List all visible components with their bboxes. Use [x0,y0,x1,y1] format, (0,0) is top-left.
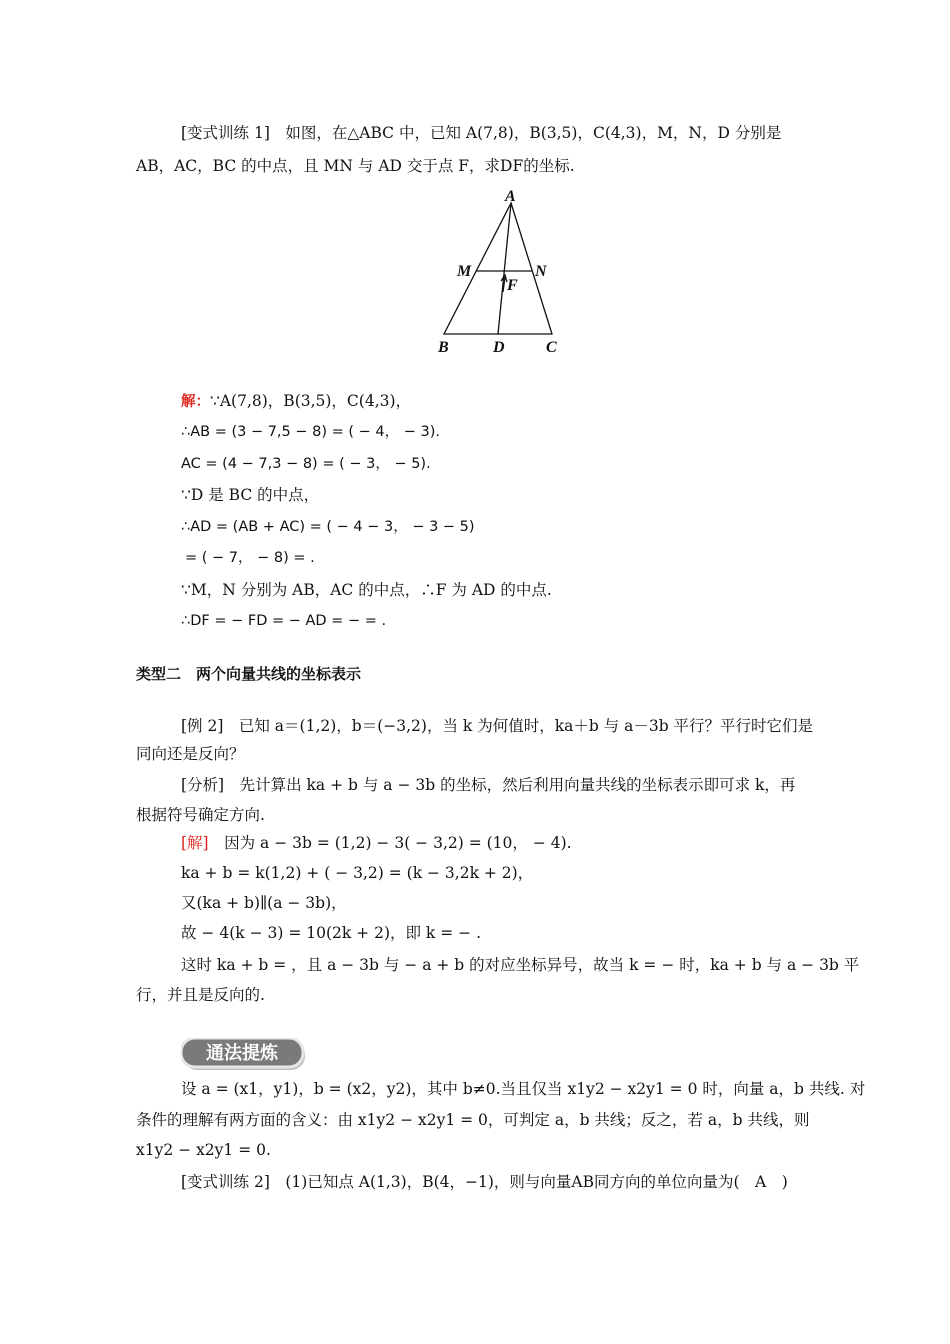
analysis-line1: [分析] 先计算出 ka + b 与 a − 3b 的坐标，然后利用向量共线的坐标表示即可求 k，再 [181,776,796,794]
label-n: N [535,263,547,280]
badge-text: 通法提炼 [206,1043,278,1064]
solution2-line3: 又(ka + b)∥(a − 3b)， [181,894,347,912]
example2-line2: 同向还是反向？ [136,745,245,763]
exercise1-line2: AB，AC，BC 的中点，且 MN 与 AD 交于点 F，求DF的坐标. [136,157,575,175]
triangle-figure [430,187,570,362]
solution1-line3: AC = (4 − 7,3 − 8) = ( − 3， − 5). [181,456,431,472]
label-d: D [493,339,505,356]
solution2-label: [解] [181,834,209,852]
section-heading: 类型二 两个向量共线的坐标表示 [136,665,362,683]
analysis-line2: 根据符号确定方向. [136,806,265,824]
method-line1: 设 a = (x1，y1)，b = (x2，y2)，其中 b≠0.当且仅当 x1y2 − x2y1 = 0 时，向量 a，b 共线. 对 [181,1080,866,1098]
method-line3: x1y2 − x2y1 = 0. [136,1141,271,1159]
label-c: C [546,339,557,356]
exercise2-line1: [变式训练 2] (1)已知点 A(1,3)，B(4，−1)，则与向量AB同方向的单位向量为( A ) [181,1173,788,1191]
solution2-line1: [解] 因为 a − 3b = (1,2) − 3( − 3,2) = (10， − 4). [181,834,572,852]
example2-line1: [例 2] 已知 a＝(1,2)，b＝(−3,2)，当 k 为何值时，ka＋b 与 a－3b 平行？平行时它们是 [181,717,814,735]
solution1-line4: ∵D 是 BC 的中点， [181,486,320,504]
solution2-line2: ka + b = k(1,2) + ( − 3,2) = (k − 3,2k + 2)， [181,864,534,882]
label-a: A [505,188,516,205]
label-f: F [507,277,518,294]
solution1-line1: 解：∵A(7,8)，B(3,5)，C(4,3)， [181,392,412,410]
solution1-line7: ∵M，N 分别为 AB，AC 的中点，∴F 为 AD 的中点. [181,581,552,599]
solution2-line4: 故 − 4(k − 3) = 10(2k + 2)，即 k = − . [181,924,482,942]
solution2-line6: 行，并且是反向的. [136,986,265,1004]
method-badge [181,1038,309,1072]
label-b: B [438,339,449,356]
label-m: M [457,263,472,280]
solution1-line8: ∴DF = − FD = − AD = − = . [181,613,387,629]
solution-label: 解： [181,394,210,410]
exercise1-line1: [变式训练 1] 如图，在△ABC 中，已知 A(7,8)，B(3,5)，C(4,3)，M，N，D 分别是 [181,124,782,142]
solution1-line6: = ( − 7， − 8) = . [185,550,315,566]
solution1-line5: ∴AD = (AB + AC) = ( − 4 − 3， − 3 − 5) [181,519,475,535]
solution1-line2: ∴AB = (3 − 7,5 − 8) = ( − 4， − 3). [181,424,440,440]
solution2-line5: 这时 ka + b = ，且 a − 3b 与 − a + b 的对应坐标异号，故当 k = − 时，ka + b 与 a − 3b 平 [181,956,860,974]
segment-ad [498,203,511,334]
method-line2: 条件的理解有两方面的含义：由 x1y2 − x2y1 = 0，可判定 a，b 共线；反之，若 a，b 共线，则 [136,1111,810,1129]
